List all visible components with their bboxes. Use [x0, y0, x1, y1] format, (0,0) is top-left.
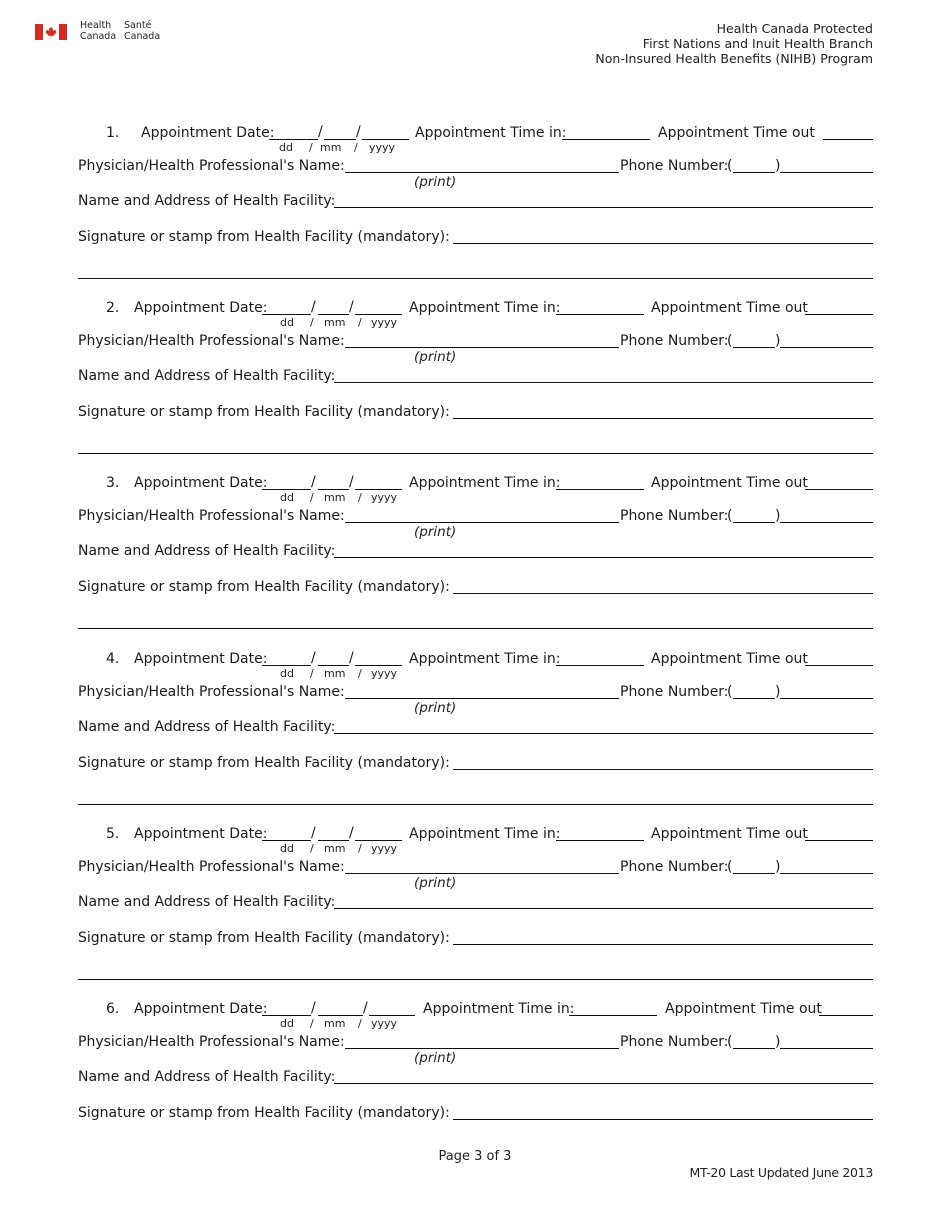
phone-paren-open: ( — [727, 858, 733, 875]
form-identifier: MT-20 Last Updated June 2013 — [689, 1165, 873, 1180]
date-hint-slash-2: / — [358, 841, 362, 855]
date-hint-mm: mm — [320, 141, 342, 154]
phone-label: Phone Number: — [620, 858, 729, 875]
date-slash-2: / — [363, 1000, 368, 1016]
time-in-field[interactable] — [569, 1015, 657, 1016]
phone-paren-close: ) — [775, 158, 781, 174]
time-out-field[interactable] — [805, 314, 873, 315]
time-out-label: Appointment Time out — [651, 475, 808, 492]
physician-name-field[interactable] — [345, 873, 619, 874]
physician-name-label: Physician/Health Professional's Name: — [78, 158, 345, 174]
date-slash-1: / — [311, 649, 316, 666]
header-line-program: Non-Insured Health Benefits (NIHB) Program — [595, 51, 873, 66]
appointment-entry-2 — [0, 175, 950, 421]
facility-label: Name and Address of Health Facility: — [78, 543, 336, 560]
phone-area-code-field[interactable] — [733, 698, 775, 699]
date-hint-slash-2: / — [358, 316, 362, 330]
phone-number-field[interactable] — [780, 522, 873, 523]
time-out-label: Appointment Time out — [658, 125, 815, 141]
entry-number: 2. — [106, 300, 120, 317]
date-hint-dd: dd — [280, 1017, 294, 1030]
facility-label: Name and Address of Health Facility: — [78, 193, 336, 209]
appointment-date-label: Appointment Date: — [134, 475, 268, 492]
appointment-entry-5 — [0, 701, 950, 946]
date-hint-slash-1: / — [309, 141, 313, 154]
date-yyyy-field[interactable] — [362, 139, 409, 140]
phone-paren-open: ( — [727, 508, 733, 525]
appointment-date-label: Appointment Date: — [134, 1001, 268, 1017]
logo-en-line2: Canada — [80, 30, 117, 42]
date-hint-slash-2: / — [358, 491, 362, 505]
phone-number-field[interactable] — [780, 698, 873, 699]
logo-fr-line2: Canada — [124, 30, 161, 42]
phone-paren-close: ) — [775, 858, 781, 875]
date-slash-1: / — [318, 124, 323, 140]
appointment-date-label: Appointment Date: — [134, 650, 268, 667]
date-dd-field[interactable] — [269, 139, 318, 140]
date-slash-2: / — [349, 474, 354, 491]
physician-name-label: Physician/Health Professional's Name: — [78, 508, 345, 525]
date-slash-1: / — [311, 1000, 316, 1016]
date-hint-mm: mm — [324, 666, 346, 680]
date-mm-field[interactable] — [318, 489, 349, 490]
facility-label: Name and Address of Health Facility: — [78, 368, 336, 385]
date-slash-1: / — [311, 474, 316, 491]
date-hint-slash-2: / — [358, 1017, 362, 1030]
phone-area-code-field[interactable] — [733, 347, 775, 348]
physician-name-field[interactable] — [345, 1048, 619, 1049]
facility-label: Name and Address of Health Facility: — [78, 893, 336, 910]
date-slash-2: / — [349, 299, 354, 316]
phone-number-field[interactable] — [780, 172, 873, 173]
entry-number: 1. — [106, 125, 120, 141]
time-in-label: Appointment Time in: — [409, 825, 561, 842]
time-in-field[interactable] — [556, 314, 644, 315]
date-hint-slash-1: / — [310, 491, 314, 505]
phone-paren-open: ( — [727, 333, 733, 350]
date-slash-2: / — [349, 824, 354, 841]
print-hint: (print) — [414, 874, 457, 891]
date-yyyy-field[interactable] — [355, 489, 402, 490]
date-hint-dd: dd — [280, 841, 294, 855]
date-slash-2: / — [356, 124, 361, 140]
date-hint-slash-1: / — [310, 316, 314, 330]
signature-label: Signature or stamp from Health Facility (mandatory): — [78, 229, 450, 245]
date-mm-field[interactable] — [318, 840, 349, 841]
entry-number: 3. — [106, 475, 120, 492]
time-out-label: Appointment Time out — [651, 825, 808, 842]
time-in-field[interactable] — [556, 840, 644, 841]
phone-label: Phone Number: — [620, 158, 729, 174]
date-mm-field[interactable] — [324, 139, 356, 140]
date-hint-mm: mm — [324, 316, 346, 330]
date-hint-mm: mm — [324, 491, 346, 505]
time-in-field[interactable] — [556, 665, 644, 666]
date-mm-field[interactable] — [318, 1015, 363, 1016]
appointment-entry-6 — [0, 876, 950, 1121]
phone-area-code-field[interactable] — [733, 522, 775, 523]
date-slash-1: / — [311, 299, 316, 316]
time-out-field[interactable] — [805, 665, 873, 666]
header-line-branch: First Nations and Inuit Health Branch — [642, 36, 873, 51]
time-out-label: Appointment Time out — [651, 650, 808, 667]
time-out-label: Appointment Time out — [651, 300, 808, 317]
time-out-label: Appointment Time out — [665, 1001, 822, 1017]
phone-paren-close: ) — [775, 1034, 781, 1050]
physician-name-field[interactable] — [345, 698, 619, 699]
date-hint-mm: mm — [324, 841, 346, 855]
date-hint-yyyy: yyyy — [371, 841, 398, 855]
phone-paren-open: ( — [727, 1034, 733, 1050]
appointment-date-label: Appointment Date: — [134, 825, 268, 842]
date-hint-dd: dd — [280, 316, 294, 330]
logo-en-line1: Health — [80, 20, 112, 31]
date-hint-slash-1: / — [310, 1017, 314, 1030]
phone-area-code-field[interactable] — [733, 172, 775, 173]
time-in-label: Appointment Time in: — [423, 1001, 575, 1017]
print-hint: (print) — [414, 1050, 457, 1066]
time-in-field[interactable] — [556, 489, 644, 490]
signature-label: Signature or stamp from Health Facility (mandatory): — [78, 404, 450, 421]
facility-field[interactable] — [334, 1083, 873, 1084]
physician-name-label: Physician/Health Professional's Name: — [78, 683, 345, 700]
physician-name-field[interactable] — [345, 522, 619, 523]
date-hint-yyyy: yyyy — [371, 491, 398, 505]
date-yyyy-field[interactable] — [369, 1015, 415, 1016]
entry-number: 6. — [106, 1001, 120, 1017]
date-dd-field[interactable] — [262, 840, 311, 841]
date-hint-slash-1: / — [310, 841, 314, 855]
date-hint-slash-2: / — [354, 141, 358, 154]
date-hint-dd: dd — [280, 666, 294, 680]
appointment-entry-3 — [0, 350, 950, 596]
page-number: Page 3 of 3 — [438, 1149, 512, 1164]
date-hint-yyyy: yyyy — [369, 141, 396, 154]
date-dd-field[interactable] — [262, 1015, 311, 1016]
print-hint: (print) — [414, 699, 457, 716]
date-hint-yyyy: yyyy — [371, 1017, 398, 1030]
time-in-field[interactable] — [562, 139, 650, 140]
date-hint-slash-2: / — [358, 666, 362, 680]
phone-paren-close: ) — [775, 508, 781, 525]
date-dd-field[interactable] — [262, 665, 311, 666]
time-in-label: Appointment Time in: — [409, 475, 561, 492]
facility-label: Name and Address of Health Facility: — [78, 718, 336, 735]
appointment-entry-4 — [0, 526, 950, 771]
physician-name-field[interactable] — [345, 172, 619, 173]
date-hint-dd: dd — [279, 141, 293, 154]
print-hint: (print) — [414, 524, 457, 541]
phone-number-field[interactable] — [780, 1048, 873, 1049]
phone-number-field[interactable] — [780, 347, 873, 348]
date-slash-2: / — [349, 649, 354, 666]
entry-number: 4. — [106, 650, 120, 667]
signature-label: Signature or stamp from Health Facility (mandatory): — [78, 929, 450, 946]
phone-label: Phone Number: — [620, 333, 729, 350]
date-hint-mm: mm — [324, 1017, 346, 1030]
physician-name-label: Physician/Health Professional's Name: — [78, 1034, 345, 1050]
time-out-field[interactable] — [805, 489, 873, 490]
date-yyyy-field[interactable] — [355, 840, 402, 841]
appointment-date-label: Appointment Date: — [134, 300, 268, 317]
date-hint-dd: dd — [280, 491, 294, 505]
phone-paren-close: ) — [775, 683, 781, 700]
phone-label: Phone Number: — [620, 1034, 729, 1050]
appointment-entry-1 — [0, 0, 950, 245]
phone-label: Phone Number: — [620, 508, 729, 525]
time-in-label: Appointment Time in: — [415, 125, 567, 141]
date-mm-field[interactable] — [318, 665, 349, 666]
signature-label: Signature or stamp from Health Facility (mandatory): — [78, 1105, 450, 1121]
date-dd-field[interactable] — [262, 489, 311, 490]
header-line-protected: Health Canada Protected — [716, 21, 873, 36]
time-out-field[interactable] — [823, 139, 873, 140]
print-hint: (print) — [414, 349, 457, 366]
physician-name-label: Physician/Health Professional's Name: — [78, 333, 345, 350]
signature-label: Signature or stamp from Health Facility (mandatory): — [78, 579, 450, 596]
print-hint: (print) — [414, 174, 457, 190]
date-hint-yyyy: yyyy — [371, 666, 398, 680]
date-yyyy-field[interactable] — [355, 314, 402, 315]
phone-number-field[interactable] — [780, 873, 873, 874]
logo-fr-line1: Santé — [124, 20, 152, 31]
time-in-label: Appointment Time in: — [409, 650, 561, 667]
date-hint-slash-1: / — [310, 666, 314, 680]
facility-label: Name and Address of Health Facility: — [78, 1069, 336, 1085]
signature-field[interactable] — [453, 1119, 873, 1120]
date-yyyy-field[interactable] — [355, 665, 402, 666]
phone-paren-close: ) — [775, 333, 781, 350]
date-mm-field[interactable] — [318, 314, 349, 315]
phone-area-code-field[interactable] — [733, 1048, 775, 1049]
signature-label: Signature or stamp from Health Facility (mandatory): — [78, 754, 450, 771]
phone-area-code-field[interactable] — [733, 873, 775, 874]
appointment-date-label: Appointment Date: — [141, 125, 275, 141]
time-in-label: Appointment Time in: — [409, 300, 561, 317]
date-dd-field[interactable] — [262, 314, 311, 315]
phone-paren-open: ( — [727, 683, 733, 700]
phone-label: Phone Number: — [620, 683, 729, 700]
entry-number: 5. — [106, 825, 120, 842]
physician-name-field[interactable] — [345, 347, 619, 348]
phone-paren-open: ( — [727, 158, 733, 174]
date-hint-yyyy: yyyy — [371, 316, 398, 330]
physician-name-label: Physician/Health Professional's Name: — [78, 858, 345, 875]
time-out-field[interactable] — [805, 840, 873, 841]
date-slash-1: / — [311, 824, 316, 841]
time-out-field[interactable] — [819, 1015, 873, 1016]
